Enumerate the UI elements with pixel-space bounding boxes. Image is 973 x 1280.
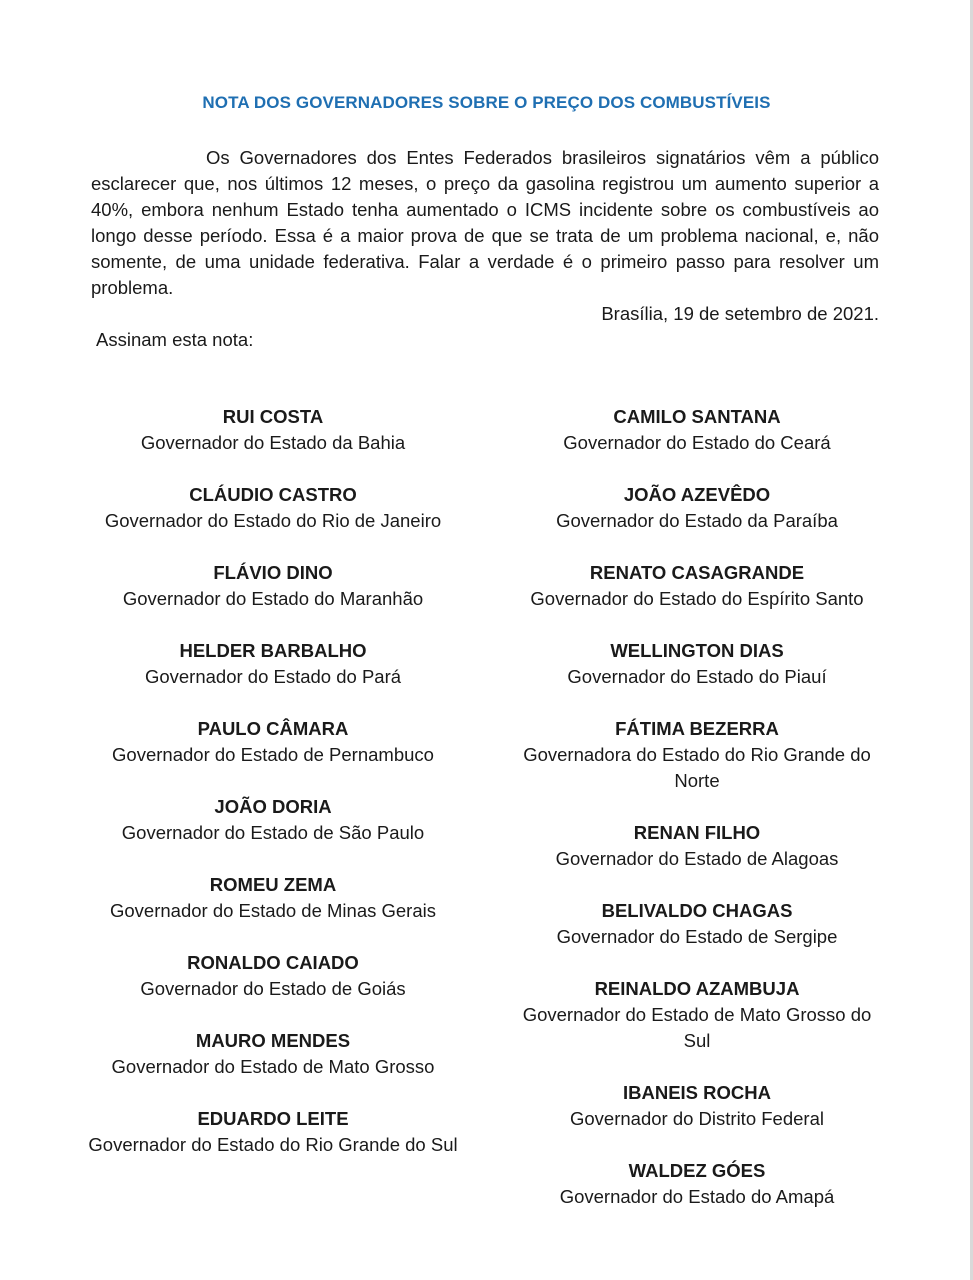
- signatory-name: RENAN FILHO: [633, 822, 761, 843]
- signatory-name: WELLINGTON DIAS: [610, 640, 784, 661]
- signatory-name: PAULO CÂMARA: [197, 718, 349, 739]
- signatory-role: Governador do Estado do Rio de Janeiro: [104, 510, 442, 531]
- signatory: [507, 976, 887, 1054]
- signatory: [507, 638, 887, 690]
- signatures-intro: Assinam esta nota:: [96, 329, 254, 350]
- signatory-role: Governador do Estado do Pará: [144, 666, 402, 687]
- signatory: [83, 872, 463, 924]
- signatory: [83, 482, 463, 534]
- signatory: [83, 950, 463, 1002]
- signatures-left-column: [83, 404, 463, 1158]
- signatory-role: Governador do Estado da Bahia: [140, 432, 406, 453]
- signatory-role: Governador do Estado de Mato Grosso: [111, 1056, 435, 1077]
- signatory: [507, 820, 887, 872]
- signatory: [507, 482, 887, 534]
- signatory-name: BELIVALDO CHAGAS: [601, 900, 793, 921]
- signatory-role: Governadora do Estado do Rio Grande do Norte: [523, 744, 871, 791]
- signatory: [83, 1028, 463, 1080]
- signatory-role: Governador do Estado de Minas Gerais: [110, 900, 436, 921]
- signatory: [83, 716, 463, 768]
- signatory-name: RONALDO CAIADO: [187, 952, 359, 973]
- signatory: [83, 404, 463, 456]
- note-body: Os Governadores dos Entes Federados brasileiros signatários vêm a público esclarecer que, nos últimos 12 meses, o preço da gasolina registrou um aumento superior a 40%, embora nenhum Estado tenha aumentado o ICMS incidente sobre os combustíveis ao longo desse período. Essa é a maior prova de que se trata de um problema nacional, e, não somente, de uma unidade federativa. Falar a verdade é o primeiro passo para resolver um problema.: [91, 147, 879, 298]
- signatory: [83, 560, 463, 612]
- signatory-role: Governador do Estado do Maranhão: [122, 588, 424, 609]
- signatory-name: MAURO MENDES: [195, 1030, 351, 1051]
- signatory-role: Governador do Estado de Sergipe: [556, 926, 838, 947]
- signatory-role: Governador do Estado do Amapá: [559, 1186, 835, 1207]
- signatory-role: Governador do Estado de Goiás: [140, 978, 406, 999]
- document-title: NOTA DOS GOVERNADORES SOBRE O PREÇO DOS COMBUSTÍVEIS: [202, 93, 771, 112]
- signatory-role: Governador do Estado do Rio Grande do Sul: [88, 1134, 458, 1155]
- signatory-name: JOÃO AZEVÊDO: [623, 484, 771, 505]
- signatory-name: CAMILO SANTANA: [613, 406, 781, 427]
- signatory-name: REINALDO AZAMBUJA: [594, 978, 800, 999]
- signatory: [507, 898, 887, 950]
- signatory-role: Governador do Estado do Ceará: [563, 432, 831, 453]
- signatory-name: HELDER BARBALHO: [179, 640, 367, 661]
- signatory-name: RUI COSTA: [222, 406, 324, 427]
- signatory-role: Governador do Estado do Piauí: [567, 666, 827, 687]
- signatory-role: Governador do Estado de Mato Grosso do Sul: [522, 1004, 872, 1051]
- date-line: Brasília, 19 de setembro de 2021.: [601, 303, 879, 324]
- signatory-role: Governador do Estado de Pernambuco: [112, 744, 434, 765]
- signatory-name: FLÁVIO DINO: [213, 562, 333, 583]
- signatory: [83, 794, 463, 846]
- signatory: [507, 1080, 887, 1132]
- signatory-role: Governador do Estado da Paraíba: [556, 510, 838, 531]
- signatory-name: JOÃO DORIA: [214, 796, 332, 817]
- signatory-name: WALDEZ GÓES: [628, 1160, 766, 1181]
- signatory-name: CLÁUDIO CASTRO: [189, 484, 357, 505]
- signatory-name: FÁTIMA BEZERRA: [615, 718, 779, 739]
- signatory-role: Governador do Estado de São Paulo: [121, 822, 425, 843]
- signatory: [507, 404, 887, 456]
- signatory-name: RENATO CASAGRANDE: [589, 562, 805, 583]
- signatory-name: ROMEU ZEMA: [209, 874, 337, 895]
- signatory-role: Governador do Distrito Federal: [570, 1108, 824, 1129]
- signatory: [507, 560, 887, 612]
- signatory: [83, 638, 463, 690]
- signatory-name: IBANEIS ROCHA: [622, 1082, 771, 1103]
- signatory: [507, 716, 887, 794]
- signatures-right-column: [507, 404, 887, 1210]
- signatory-role: Governador do Estado do Espírito Santo: [530, 588, 864, 609]
- signatory: [83, 1106, 463, 1158]
- signatory-name: EDUARDO LEITE: [197, 1108, 349, 1129]
- signatory-role: Governador do Estado de Alagoas: [555, 848, 839, 869]
- signatory: [507, 1158, 887, 1210]
